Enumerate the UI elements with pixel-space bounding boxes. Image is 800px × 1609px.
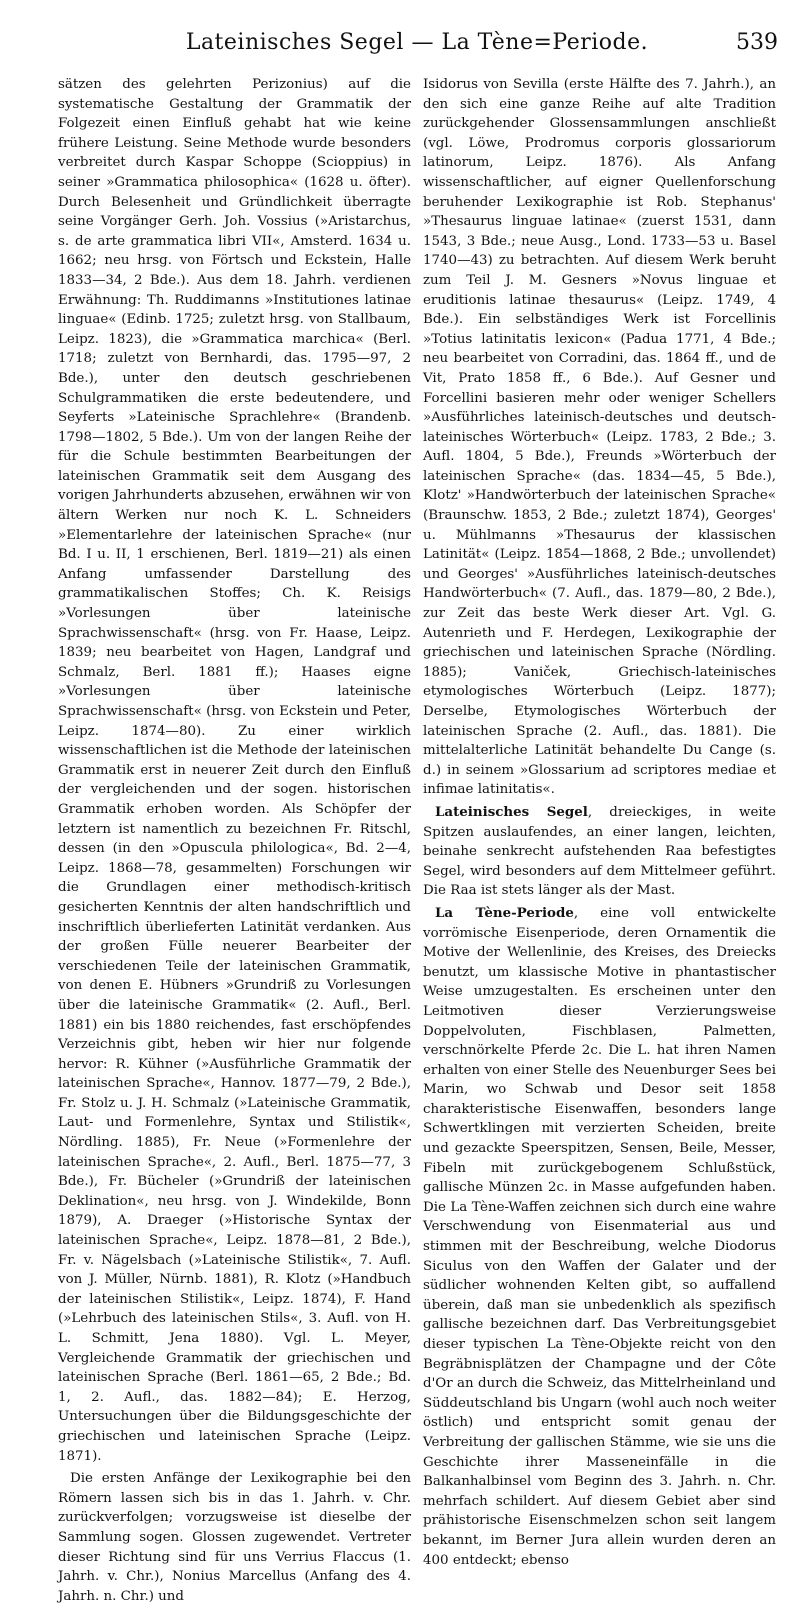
text-columns [58, 75, 776, 1609]
entry-text: , eine voll entwickelte vorrömische Eisenperiode, deren Ornamentik die Motive der Wellenlinie, des Kreises, des Dreiecks benutzt, um klassische Motive in phantastischer Weise umzugestalten. Es erscheinen unter den Leitmotiven dieser Verzierungsweise Doppelvoluten, Fischblasen, Palmetten, verschnörkelte Pferde 2c. Die L. hat ihren Namen erhalten von einer Stelle des Neuenburger Sees bei Marin, wo Schwab und Desor seit 1858 charakteristische Eisenwaffen, besonders lange Schwertklingen mit verzierten Scheiden, breite und gezackte Speerspitzen, Sensen, Beile, Messer, Fibeln mit zurückgebogenem Schlußstück, gallische Münzen 2c. in Masse aufgefunden haben. Die La Tène-Waffen zeichnen sich durch eine wahre Verschwendung von Eisenmaterial aus und stimmen mit der Beschreibung, welche Diodorus Siculus von den Waffen der Galater und der südlicher wohnenden Kelten gibt, so auffallend überein, daß man sie unbedenklich als spezifisch gallische bezeichnen darf. Das Verbreitungsgebiet dieser typischen La Tène-Objekte reicht von den Begräbnisplätzen der Champagne und der Côte d'Or an durch die Schweiz, das Mittelrheinland und Süddeutschland bis Ungarn (wohl auch noch weiter östlich) und entspricht somit genau der Verbreitung der gallischen Stämme, wie sie uns die Geschichte ihrer Masseneinfälle in die Balkanhalbinsel vom Beginn des 3. Jahrh. n. Chr. mehrfach schildert. Auf diesem Gebiet aber sind prähistorische Eisenschmelzen schon seit langem bekannt, im Berner Jura allein wurden deren an 400 entdeckt; ebenso [423, 905, 776, 1568]
left-column [58, 75, 411, 1609]
running-title: Lateinisches Segel — La Tène=Periode. [185, 30, 649, 55]
paragraph-lexicography-continued: Isidorus von Sevilla (erste Hälfte des 7. Jahrh.), an den sich eine ganze Reihe auf alte Tradition zurückgehender Glossensammlungen anschließt (vgl. Löwe, Prodromus corporis glossariorum latinorum, Leipz. 1876). Als Anfang wissenschaftlicher, auf eigner Quellenforschung beruhender Lexikographie ist Rob. Stephanus' »Thesaurus linguae latinae« (zuerst 1531, dann 1543, 3 Bde.; neue Ausg., Lond. 1733—53 u. Basel 1740—43) zu betrachten. Auf diesem Werk beruht zum Teil J. M. Gesners »Novus linguae et eruditionis latinae thesaurus« (Leipz. 1749, 4 Bde.). Ein selbständiges Werk ist Forcellinis »Totius latinitatis lexicon« (Padua 1771, 4 Bde.; neu bearbeitet von Corradini, das. 1864 ff., und de Vit, Prato 1858 ff., 6 Bde.). Auf Gesner und Forcellini basieren mehr oder weniger Schellers »Ausführliches lateinisch-deutsches und deutsch-lateinisches Wörterbuch« (Leipz. 1783, 2 Bde.; 3. Aufl. 1804, 5 Bde.), Freunds »Wörterbuch der lateinischen Sprache« (das. 1834—45, 5 Bde.), Klotz' »Handwörterbuch der lateinischen Sprache« (Braunschw. 1853, 2 Bde.; zuletzt 1874), Georges' u. Mühlmanns »Thesaurus der klassischen Latinität« (Leipz. 1854—1868, 2 Bde.; unvollendet) und Georges' »Ausführliches lateinisch-deutsches Handwörterbuch« (7. Aufl., das. 1879—80, 2 Bde.), zur Zeit das beste Werk dieser Art. Vgl. G. Autenrieth und F. Herdegen, Lexikographie der griechischen und lateinischen Sprache (Nördling. 1885); Vaniček, Griechisch-lateinisches etymologisches Wörterbuch (Leipz. 1877); Derselbe, Etymologisches Wörterbuch der lateinischen Sprache (2. Aufl., das. 1881). Die mittelalterliche Latinität behandelte Du Cange (s. d.) in seinem »Glossarium ad scriptores mediae et infimae latinitatis«. [423, 77, 776, 798]
entry-text: , dreieckiges, in weite Spitzen auslaufendes, an einer langen, leichten, beinahe senkrecht aufstehenden Raa befestigtes Segel, wird besonders auf dem Mittelmeer geführt. Die Raa ist stets länger als der Mast. [423, 804, 776, 899]
entry-headword: Lateinisches Segel [435, 803, 588, 820]
paragraph-lexicography: Die ersten Anfänge der Lexikographie bei den Römern lassen sich bis in das 1. Jahrh. v. Chr. zurückverfolgen; vorzugsweise ist dieselbe der Sammlung sogen. Glossen zugewendet. Vertreter dieser Richtung sind für uns Verrius Flaccus (1. Jahrh. v. Chr.), Nonius Marcellus (Anfang des 4. Jahrh. n. Chr.) und [58, 1471, 411, 1604]
paragraph-grammar: sätzen des gelehrten Perizonius) auf die systematische Gestaltung der Grammatik der Folgezeit einen Einfluß gehabt hat wie keine frühere Leistung. Seine Methode wurde besonders verbreitet durch Kaspar Schoppe (Scioppius) in seiner »Grammatica philosophica« (1628 u. öfter). Durch Belesenheit und Gründlichkeit überragte seine Vorgänger Gerh. Joh. Vossius (»Aristarchus, s. de arte grammatica libri VII«, Amsterd. 1634 u. 1662; neu hrsg. von Förtsch und Eckstein, Halle 1833—34, 2 Bde.). Aus dem 18. Jahrh. verdienen Erwähnung: Th. Ruddimanns »Institutiones latinae linguae« (Edinb. 1725; zuletzt hrsg. von Stallbaum, Leipz. 1823), die »Grammatica marchica« (Berl. 1718; zuletzt von Bernhardi, das. 1795—97, 2 Bde.), unter den deutsch geschriebenen Schulgrammatiken die erste bedeutendere, und Seyferts »Lateinische Sprachlehre« (Brandenb. 1798—1802, 5 Bde.). Um von der langen Reihe der für die Schule bestimmten Bearbeitungen der lateinischen Grammatik seit dem Ausgang des vorigen Jahrhunderts abzusehen, erwähnen wir von ältern Werken nur noch K. L. Schneiders »Elementarlehre der lateinischen Sprache« (nur Bd. I u. II, 1 erschienen, Berl. 1819—21) als einen Anfang umfassender Darstellung des grammatikalischen Stoffes; Ch. K. Reisigs »Vorlesungen über lateinische Sprachwissenschaft« (hrsg. von Fr. Haase, Leipz. 1839; neu bearbeitet von Hagen, Landgraf und Schmalz, Berl. 1881 ff.); Haases eigne »Vorlesungen über lateinische Sprachwissenschaft« (hrsg. von Eckstein und Peter, Leipz. 1874—80). Zu einer wirklich wissenschaftlichen ist die Methode der lateinischen Grammatik erst in neuerer Zeit durch den Einfluß der vergleichenden und der sogen. historischen Grammatik erhoben worden. Als Schöpfer der letztern ist namentlich zu bezeichnen Fr. Ritschl, dessen (in den »Opuscula philologica«, Bd. 2—4, Leipz. 1868—78, gesammelten) Forschungen wir die Grundlagen einer methodisch-kritisch gesicherten Kenntnis der alten handschriftlich und inschriftlich überlieferten Latinität verdanken. Aus der großen Fülle neuerer Bearbeiter der verschiedenen Teile der lateinischen Grammatik, von denen E. Hübners »Grundriß zu Vorlesungen über die lateinische Grammatik« (2. Aufl., Berl. 1881) ein bis 1880 reichendes, fast erschöpfendes Verzeichnis gibt, heben wir hier nur folgende hervor: R. Kühner (»Ausführliche Grammatik der lateinischen Sprache«, Hannov. 1877—79, 2 Bde.), Fr. Stolz u. J. H. Schmalz (»Lateinische Grammatik, Laut- und Formenlehre, Syntax und Stilistik«, Nördling. 1885), Fr. Neue (»Formenlehre der lateinischen Sprache«, 2. Aufl., Berl. 1875—77, 3 Bde.), Fr. Bücheler (»Grundriß der lateinischen Deklination«, neu hrsg. von J. Windekilde, Bonn 1879), A. Draeger (»Historische Syntax der lateinischen Sprache«, Leipz. 1878—81, 2 Bde.), Fr. v. Nägelsbach (»Lateinische Stilistik«, 7. Aufl. von J. Müller, Nürnb. 1881), R. Klotz (»Handbuch der lateinischen Stilistik«, Leipz. 1874), F. Hand (»Lehrbuch des lateinischen Stils«, 3. Aufl. von H. L. Schmitt, Jena 1880). Vgl. L. Meyer, Vergleichende Grammatik der griechischen und lateinischen Sprache (Berl. 1861—65, 2 Bde.; Bd. 1, 2. Aufl., das. 1882—84); E. Herzog, Untersuchungen über die Bildungsgeschichte der griechischen und lateinischen Sprache (Leipz. 1871). [58, 77, 411, 1464]
page-number: 539 [736, 30, 778, 55]
entry-la-tene-periode [423, 904, 776, 1570]
entry-headword: La Tène-Periode [435, 904, 574, 921]
entry-lateinisches-segel [423, 803, 776, 901]
running-header [58, 30, 776, 71]
right-column [423, 75, 776, 1609]
